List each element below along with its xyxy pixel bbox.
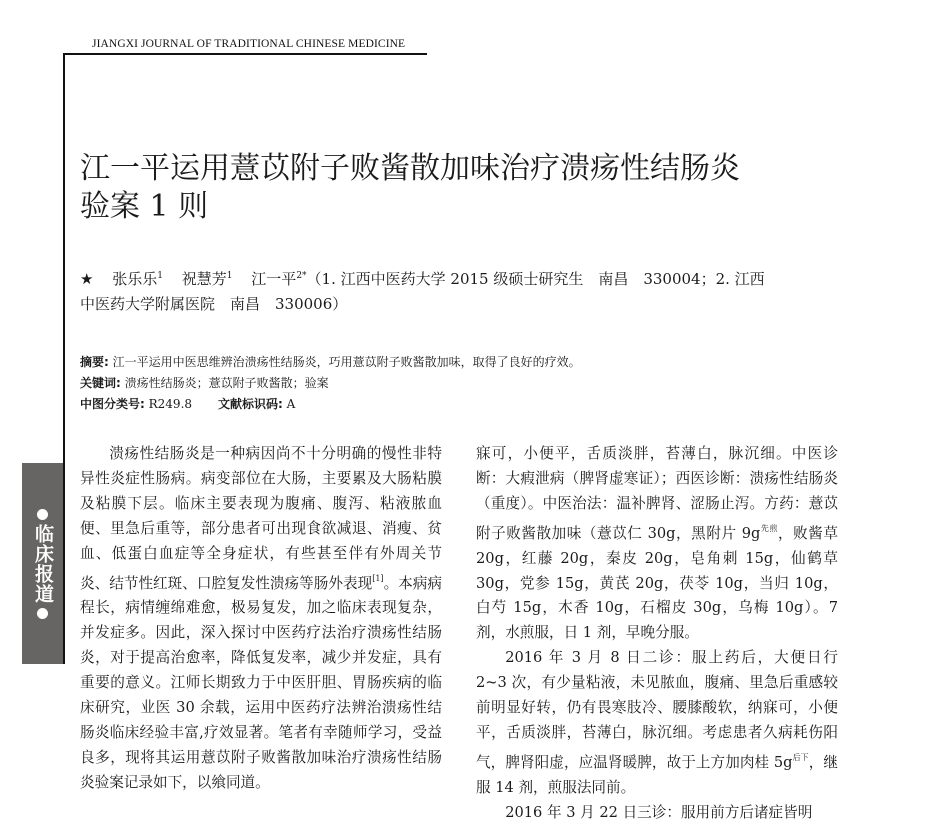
body-column-right bbox=[476, 442, 838, 826]
paragraph: 2016 年 3 月 8 日二诊：服上药后，大便日行 2~3 次，有少量粘液，未见脓血，腹痛、里急后重感较前明显好转，仍有畏寒肢冷、腰膝酸软，纳寐可，小便平，舌质淡胖，苔薄白，脉沉细。考虑患者久病耗伤阳气，脾肾阳虚，应温肾暖脾，故于上方加肉桂 $5g^{后下}$，继服 14 剂，煎服法同前。 bbox=[476, 649, 838, 796]
paragraph: 寐可，小便平，舌质淡胖，苔薄白，脉沉细。中医诊断：大瘕泄病（脾肾虚寒证）；西医诊断：溃疡性结肠炎（重度）。中医治法：温补脾肾、涩肠止泻。方药：薏苡附子败酱散加味（薏苡仁 30g，黑附片 $9g^{先煎}$，败酱草 20g，红藤 20g，秦皮 20g，皂角刺 15g，仙鹤草 30g，党参 15g，黄芪 20g，茯苓 10g，当归 10g，白芍 15g，木香 10g，石榴皮 30g，乌梅 10g）。7 剂，水煎服，日 1 剂，早晚分服。 bbox=[476, 445, 838, 642]
classification: 中图分类号: R249.8 文献标识码: A bbox=[80, 397, 296, 411]
header-rule bbox=[63, 53, 427, 55]
article-title bbox=[80, 150, 860, 226]
affiliation-line-2: 中医药大学附属医院 南昌 330006） bbox=[80, 295, 348, 313]
author-block bbox=[80, 264, 850, 317]
bullet-dot-icon bbox=[37, 509, 48, 520]
paragraph: 溃疡性结肠炎是一种病因尚不十分明确的慢性非特异性炎症性肠病。病变部位在大肠，主要累及大肠粘膜及粘膜下层。临床主要表现为腹痛、腹泻、粘液脓血便、里急后重等，部分患者可出现食欲减退、消瘦、贫血、低蛋白血症等全身症状，有些甚至伴有外周关节炎、结节性红斑、口腔复发性溃疡等肠外表现[1]。本病病程长，病情缠绵难愈，极易复发，加之临床表现复杂，并发症多。因此，深入探讨中医药疗法治疗溃疡性结肠炎，对于提高治愈率，降低复发率，减少并发症，具有重要的意义。江师长期致力于中医肝胆、胃肠疾病的临床研究，业医 30 余载，运用中医药疗法辨治溃疡性结肠炎临床经验丰富,疗效显著。笔者有幸随师学习，受益良多，现将其运用薏苡附子败酱散加味治疗溃疡性结肠炎验案记录如下，以飨同道。 bbox=[80, 445, 442, 791]
title-line-2: 验案 1 则 bbox=[80, 189, 209, 224]
journal-running-header: JIANGXI JOURNAL OF TRADITIONAL CHINESE MEDICINE bbox=[92, 38, 406, 50]
left-margin-rule bbox=[63, 53, 65, 664]
bullet-dot-icon bbox=[37, 608, 48, 619]
paragraph: 2016 年 3 月 22 日三诊：服用前方后诸症皆明 bbox=[505, 803, 813, 821]
section-side-tab bbox=[22, 463, 63, 664]
body-column-left bbox=[80, 442, 442, 796]
article-metadata bbox=[80, 352, 860, 415]
affiliation-line-1: （1. 江西中医药大学 2015 级硕士研究生 南昌 330004；2. 江西 bbox=[306, 270, 765, 288]
star-icon: ★ bbox=[80, 270, 94, 288]
title-line-1: 江一平运用薏苡附子败酱散加味治疗溃疡性结肠炎 bbox=[80, 151, 740, 186]
author-name: 祝慧芳$^1$ bbox=[181, 270, 233, 288]
side-tab-label: 临床报道 bbox=[32, 523, 54, 604]
abstract: 摘要: 江一平运用中医思维辨治溃疡性结肠炎，巧用薏苡附子败酱散加味，取得了良好的疗效。 bbox=[80, 355, 581, 369]
author-name: 张乐乐$^1$ bbox=[112, 270, 163, 288]
author-name: 江一平$^{2*}$ bbox=[251, 270, 307, 288]
keywords: 关键词: 溃疡性结肠炎；薏苡附子败酱散；验案 bbox=[80, 376, 329, 390]
citation-ref: [1] bbox=[372, 573, 384, 583]
